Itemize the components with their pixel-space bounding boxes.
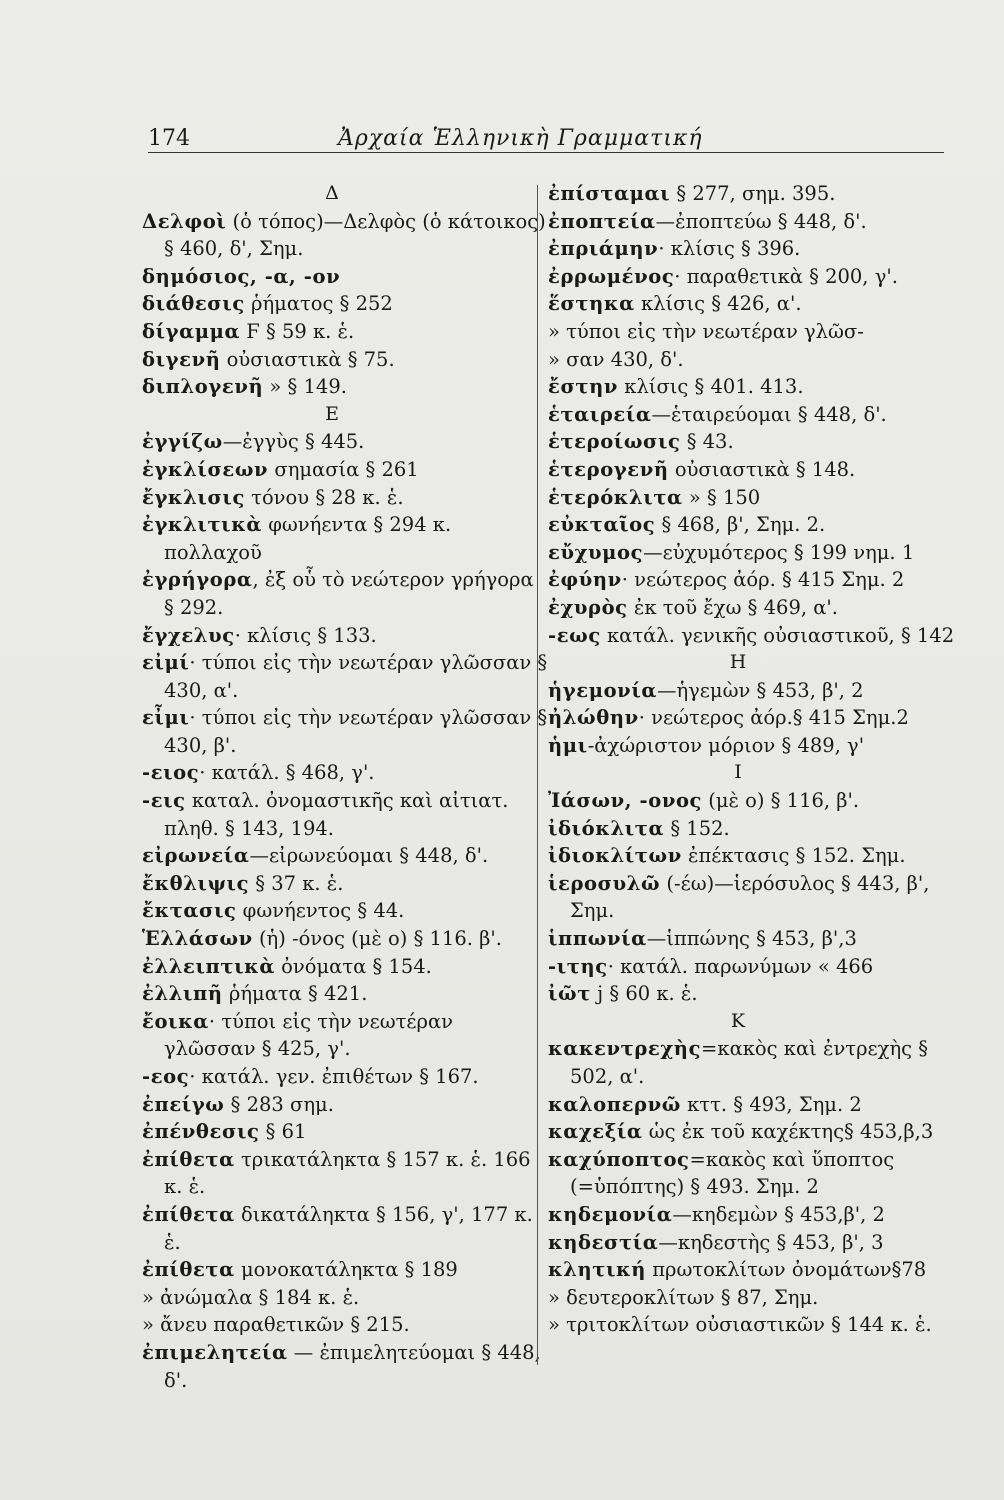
- index-entry: [142, 1284, 549, 1312]
- entry-reference: » δευτεροκλίτων § 87, Σημ.: [548, 1285, 819, 1309]
- index-entry: [142, 897, 549, 925]
- entry-headword: εἰμί: [142, 651, 190, 675]
- entry-headword: ἰδιοκλίτων: [548, 844, 682, 868]
- entry-headword: ἕστηκα: [548, 292, 635, 316]
- index-entry: [142, 484, 549, 512]
- entry-headword: ἔοικα: [142, 1009, 209, 1033]
- entry-reference: — ἐπιμελητεύομαι § 448, δ'.: [164, 1340, 541, 1392]
- entry-headword: Δελφοὶ: [142, 209, 227, 233]
- entry-reference: ῥήματος § 252: [244, 292, 393, 316]
- entry-reference: § 277, σημ. 395.: [670, 182, 836, 205]
- index-entry: [548, 1035, 970, 1090]
- entry-reference: » ἄνευ παραθετικῶν § 215.: [142, 1313, 410, 1337]
- index-entry: [142, 980, 549, 1008]
- index-entry: [548, 1146, 970, 1201]
- entry-reference: ἐκ τοῦ ἔχω § 469, α'.: [627, 595, 838, 619]
- entry-headword: ἐφύην: [548, 568, 622, 592]
- page-number: 174: [148, 126, 190, 151]
- entry-reference: · κατάλ. § 468, γ'.: [199, 761, 375, 785]
- entry-headword: κακεντρεχὴς: [548, 1037, 702, 1061]
- entry-reference: (-έω)—ἱερόσυλος § 443, β', Σημ.: [570, 871, 930, 923]
- entry-headword: καλοπερνῶ: [548, 1092, 681, 1116]
- entry-reference: —εὐχυμότερος § 199 νημ. 1: [643, 540, 915, 564]
- entry-reference: j § 60 κ. ἑ.: [590, 982, 698, 1006]
- index-entry: [142, 1008, 549, 1063]
- index-entry: [548, 732, 970, 760]
- entry-reference: =κακὸς καὶ ἐντρεχὴς § 502, α'.: [570, 1037, 929, 1088]
- entry-reference: Ϝ § 59 κ. ἑ.: [240, 319, 355, 343]
- entry-headword: ἐπίθετα: [142, 1202, 235, 1226]
- index-entry: [548, 677, 970, 705]
- index-entry: [548, 456, 970, 484]
- entry-reference: καταλ. ὀνομαστικῆς καὶ αἰτιατ. πληθ. § 143, 194.: [164, 789, 509, 840]
- entry-reference: § 61: [259, 1120, 307, 1144]
- entry-reference: φωνήεντος § 44.: [236, 899, 405, 923]
- entry-headword: -εις: [142, 789, 186, 813]
- entry-headword: κηδεστία: [548, 1230, 659, 1254]
- entry-headword: ἱεροσυλῶ: [548, 871, 661, 895]
- entry-headword: διγενῆ: [142, 347, 221, 371]
- page-header: [148, 122, 944, 162]
- index-entry: [548, 235, 970, 263]
- index-entry: [142, 290, 549, 318]
- entry-headword: Ἑλλάσων: [142, 927, 253, 951]
- entry-headword: ἑτερογενῆ: [548, 457, 669, 481]
- index-entry: [142, 456, 549, 484]
- entry-reference: ὀνόματα § 154.: [274, 954, 432, 978]
- entry-headword: ἐπίσταμαι: [548, 182, 671, 205]
- index-entry: [548, 290, 970, 318]
- entry-headword: -εος: [142, 1065, 190, 1088]
- index-entry: [548, 622, 970, 650]
- entry-reference: § 468, β', Σημ. 2.: [655, 513, 826, 537]
- entry-reference: · κατάλ. γεν. ἐπιθέτων § 167.: [189, 1065, 479, 1088]
- index-entry: [548, 1201, 970, 1229]
- entry-reference: —ἱππώνης § 453, β',3: [646, 927, 857, 951]
- entry-reference: πρωτοκλίτων ὀνομάτων§78: [646, 1258, 927, 1282]
- index-entry: [548, 180, 970, 208]
- index-entry: [142, 318, 549, 346]
- entry-reference: · τύποι εἰς τὴν νεωτέραν γλῶσσαν § 430, α'.: [164, 651, 548, 702]
- index-entry: [548, 953, 970, 981]
- entry-headword: ἑτεροίωσις: [548, 430, 681, 454]
- index-entry: [142, 346, 549, 374]
- entry-reference: —ἐγγὺς § 445.: [222, 430, 365, 454]
- entry-reference: · κλίσις § 133.: [234, 623, 377, 647]
- index-entry: [142, 1091, 549, 1119]
- entry-reference: § 43.: [680, 430, 734, 454]
- index-entry: [142, 511, 549, 566]
- entry-reference: σημασία § 261: [268, 457, 419, 481]
- index-entry: [548, 1091, 970, 1119]
- entry-headword: ἐγκλιτικὰ: [142, 513, 263, 537]
- index-entry: [548, 208, 970, 236]
- entry-headword: εἶμι: [142, 706, 190, 730]
- index-entry: [548, 1284, 970, 1312]
- header-rule: [148, 152, 944, 153]
- index-entry: [142, 842, 549, 870]
- entry-reference: · νεώτερος ἀόρ.§ 415 Σημ.2: [638, 706, 909, 730]
- entry-reference: § 283 σημ.: [224, 1092, 334, 1116]
- entry-reference: » τύποι εἰς τὴν νεωτέραν γλῶσ-: [548, 319, 864, 343]
- entry-headword: ἱππωνία: [548, 927, 647, 951]
- index-entry: [142, 759, 549, 787]
- entry-reference: » ἀνώμαλα § 184 κ. ἑ.: [142, 1285, 360, 1309]
- entry-reference: μονοκατάληκτα § 189: [234, 1258, 458, 1282]
- entry-reference: » § 150: [682, 485, 761, 509]
- entry-reference: οὐσιαστικὰ § 75.: [220, 347, 395, 371]
- entry-headword: ἐπριάμην: [548, 237, 659, 261]
- index-entry: [548, 787, 970, 815]
- index-entry: [142, 1311, 549, 1339]
- section-letter: Η: [729, 651, 747, 674]
- index-entry: [548, 428, 970, 456]
- index-entry: [548, 1311, 970, 1339]
- entry-headword: ἡμι: [548, 733, 588, 757]
- entry-reference: κττ. § 493, Σημ. 2: [680, 1092, 862, 1116]
- index-entry: [548, 373, 970, 401]
- entry-headword: Ἰάσων, -ονος: [548, 789, 703, 813]
- entry-headword: ἐλλειπτικὰ: [142, 954, 275, 978]
- entry-reference: ἐπέκτασις § 152. Σημ.: [681, 844, 906, 868]
- entry-headword: ἐγκλίσεων: [142, 457, 269, 481]
- entry-headword: δίγαμμα: [142, 319, 241, 343]
- entry-reference: —κηδεμὼν § 453,β', 2: [672, 1202, 885, 1226]
- index-entry: [142, 704, 549, 759]
- entry-headword: διάθεσις: [142, 292, 245, 316]
- entry-reference: · παραθετικὰ § 200, γ'.: [674, 264, 898, 288]
- entry-reference: τρικατάληκτα § 157 κ. ἑ. 166 κ. ἑ.: [164, 1147, 531, 1199]
- entry-headword: ἐποπτεία: [548, 209, 656, 233]
- index-entry: [548, 1256, 970, 1284]
- entry-reference: · τύποι εἰς τὴν νεωτέραν γλῶσσαν § 425, γ'.: [164, 1009, 453, 1061]
- entry-reference: (ἡ) -όνος (μὲ ο) § 116. β'.: [252, 927, 502, 951]
- entry-reference: —κηδεστὴς § 453, β', 3: [658, 1230, 884, 1254]
- entry-reference: , ἐξ οὗ τὸ νεώτερον γρήγορα § 292.: [164, 568, 534, 619]
- index-entry: [548, 704, 970, 732]
- index-entry: [548, 484, 970, 512]
- index-entry: [142, 1118, 549, 1146]
- entry-headword: ἔγκλισις: [142, 485, 245, 509]
- entry-headword: εὔχυμος: [548, 540, 644, 564]
- entry-reference: § 37 κ. ἑ.: [249, 871, 344, 895]
- entry-reference: § 152.: [664, 816, 730, 840]
- entry-headword: δημόσιος, -α, -ον: [142, 264, 341, 288]
- entry-headword: κηδεμονία: [548, 1202, 673, 1226]
- index-entry: [142, 1339, 549, 1394]
- entry-headword: ἐρρωμένος: [548, 264, 675, 288]
- entry-headword: ἐπένθεσις: [142, 1120, 260, 1144]
- entry-headword: ἐπίθετα: [142, 1147, 235, 1171]
- entry-headword: ἐγγίζω: [142, 430, 223, 454]
- entry-headword: ἠλώθην: [548, 706, 639, 730]
- entry-headword: εἰρωνεία: [142, 844, 250, 868]
- entry-reference: » § 149.: [263, 375, 347, 399]
- section-letter: Ι: [734, 761, 742, 784]
- entry-reference: » τριτοκλίτων οὐσιαστικῶν § 144 κ. ἑ.: [548, 1313, 932, 1337]
- index-entry: [142, 1256, 549, 1284]
- index-entry: [548, 842, 970, 870]
- index-entry: [142, 1146, 549, 1201]
- index-entry: [548, 1229, 970, 1257]
- index-entry: [142, 566, 549, 621]
- entry-reference: ῥήματα § 421.: [222, 982, 368, 1006]
- entry-reference: —ἡγεμὼν § 453, β', 2: [656, 678, 864, 702]
- entry-reference: · κλίσις § 396.: [658, 237, 801, 261]
- entry-headword: -ειος: [142, 761, 200, 785]
- entry-headword: ἑτερόκλιτα: [548, 485, 683, 509]
- entry-headword: ἔγχελυς: [142, 623, 235, 647]
- entry-headword: -ιτης: [548, 954, 608, 978]
- section-letter: Δ: [325, 182, 339, 204]
- entry-reference: φωνήεντα § 294 κ. πολλαχοῦ: [164, 513, 452, 564]
- entry-reference: τόνου § 28 κ. ἑ.: [244, 485, 404, 509]
- entry-headword: καχεξία: [548, 1120, 643, 1144]
- index-entry: [142, 428, 549, 456]
- entry-headword: καχύποπτος: [548, 1147, 690, 1171]
- entry-reference: —ἑταιρεύομαι § 448, δ'.: [651, 402, 887, 426]
- section-letter: Κ: [730, 1009, 746, 1032]
- entry-reference: » σαν 430, δ'.: [548, 347, 684, 371]
- index-entry: [548, 263, 970, 291]
- entry-headword: ἔστην: [548, 375, 619, 399]
- index-entry: [548, 815, 970, 843]
- entry-reference: · κατάλ. παρωνύμων « 466: [607, 954, 874, 978]
- entry-headword: ἐλλιπῆ: [142, 982, 223, 1006]
- index-entry: [142, 787, 549, 842]
- running-title: Ἀρχαία Ἑλληνικὴ Γραμματική: [338, 126, 703, 151]
- column-divider: [537, 185, 538, 1365]
- entry-headword: ἐχυρὸς: [548, 595, 628, 619]
- index-entry: [142, 649, 549, 704]
- entry-headword: ἔκθλιψις: [142, 871, 250, 895]
- entry-reference: (ὁ τόπος)—Δελφὸς (ὁ κάτοικος) § 460, δ', Σημ.: [164, 209, 546, 261]
- entry-headword: ἰῶτ: [548, 982, 591, 1006]
- entry-headword: ἐπιμελητεία: [142, 1340, 288, 1364]
- index-entry: [548, 318, 970, 346]
- index-entry: [142, 263, 549, 291]
- index-entry: [142, 953, 549, 981]
- index-entry: [142, 870, 549, 898]
- index-entry: [548, 1118, 970, 1146]
- entry-reference: —εἰρωνεύομαι § 448, δ'.: [249, 844, 489, 868]
- entry-headword: ἔκτασις: [142, 899, 237, 923]
- index-column-right: [548, 180, 958, 1339]
- index-entry: [142, 1201, 549, 1256]
- entry-headword: ἡγεμονία: [548, 678, 657, 702]
- entry-reference: κλίσις § 401. 413.: [618, 375, 804, 399]
- entry-headword: -εως: [548, 623, 601, 647]
- index-entry: [548, 925, 970, 953]
- index-column-left: [142, 180, 548, 1394]
- index-entry: [548, 346, 970, 374]
- section-letter: Ε: [325, 402, 339, 425]
- entry-reference: · νεώτερος ἀόρ. § 415 Σημ. 2: [621, 568, 905, 592]
- index-entry: [142, 622, 549, 650]
- entry-reference: οὐσιαστικὰ § 148.: [668, 457, 856, 481]
- index-entry: [548, 594, 970, 622]
- index-entry: [548, 401, 970, 429]
- entry-headword: κλητική: [548, 1258, 647, 1282]
- index-entry: [142, 208, 549, 263]
- index-entry: [548, 539, 970, 567]
- entry-reference: · τύποι εἰς τὴν νεωτέραν γλῶσσαν § 430, β'.: [164, 706, 548, 757]
- index-entry: [548, 566, 970, 594]
- entry-headword: ἰδιόκλιτα: [548, 816, 665, 840]
- index-entry: [142, 373, 549, 401]
- entry-reference: =κακὸς καὶ ὕποπτος (=ὑπόπτης) § 493. Σημ. 2: [570, 1147, 895, 1199]
- index-entry: [548, 980, 970, 1008]
- entry-reference: κατάλ. γενικῆς οὐσιαστικοῦ, § 142: [600, 623, 955, 647]
- index-entry: [142, 1063, 549, 1091]
- index-entry: [142, 925, 549, 953]
- entry-reference: (μὲ ο) § 116, β'.: [702, 789, 860, 813]
- entry-reference: —ἐποπτεύω § 448, δ'.: [655, 209, 867, 233]
- entry-headword: ἐγρήγορα: [142, 568, 253, 592]
- entry-reference: δικατάληκτα § 156, γ', 177 κ. ἑ.: [164, 1202, 533, 1254]
- entry-reference: -ἀχώριστον μόριον § 489, γ': [587, 733, 865, 757]
- index-entry: [548, 870, 970, 925]
- entry-headword: διπλογενῆ: [142, 375, 264, 399]
- entry-headword: ἐπίθετα: [142, 1258, 235, 1282]
- entry-headword: ἐπείγω: [142, 1092, 225, 1116]
- entry-headword: ἑταιρεία: [548, 402, 652, 426]
- entry-reference: κλίσις § 426, α'.: [634, 292, 802, 316]
- entry-headword: εὐκταῖος: [548, 513, 656, 537]
- entry-reference: ὡς ἐκ τοῦ καχέκτης§ 453,β,3: [642, 1120, 934, 1144]
- index-entry: [548, 511, 970, 539]
